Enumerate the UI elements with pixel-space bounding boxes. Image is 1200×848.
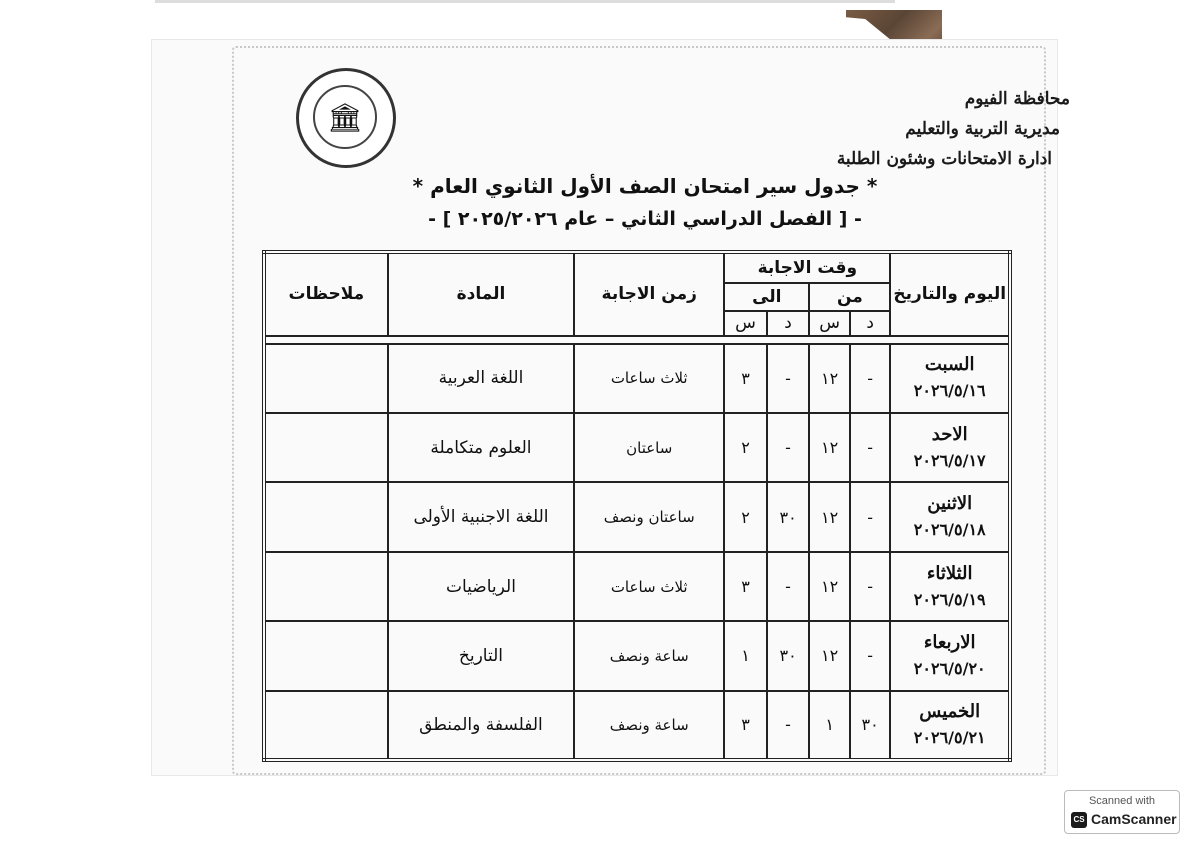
to-minute: ٣٠ — [767, 482, 810, 551]
to-hour: ٣ — [724, 552, 767, 621]
department-name: ادارة الامتحانات وشئون الطلبة — [836, 149, 1052, 169]
exam-schedule-table — [262, 250, 1012, 762]
duration-cell: ثلاث ساعات — [574, 344, 724, 413]
exam-date: ٢٠٢٦/٥/٢٠ — [913, 658, 986, 678]
day-name: السبت — [924, 354, 975, 376]
notes-cell — [264, 413, 388, 482]
to-minute: - — [767, 691, 810, 760]
header-subject: المادة — [388, 252, 575, 336]
header-to-hour: س — [724, 311, 767, 335]
header-answer-time: وقت الاجابة — [724, 252, 890, 283]
header-to-minute: د — [767, 311, 810, 335]
to-hour: ٢ — [724, 413, 767, 482]
from-hour: ١٢ — [809, 552, 850, 621]
to-hour: ١ — [724, 621, 767, 690]
header-day-date: اليوم والتاريخ — [890, 252, 1010, 336]
day-date-cell — [890, 621, 1010, 690]
exam-date: ٢٠٢٦/٥/١٦ — [913, 381, 986, 401]
from-hour: ١ — [809, 691, 850, 760]
table-row — [264, 552, 1010, 621]
to-minute: - — [767, 552, 810, 621]
from-hour: ١٢ — [809, 413, 850, 482]
duration-cell: ساعة ونصف — [574, 691, 724, 760]
subject-cell: اللغة العربية — [388, 344, 575, 413]
term-subtitle: - [ الفصل الدراسي الثاني – عام ٢٠٢٥/٢٠٢٦ ] - — [428, 208, 862, 230]
duration-cell: ساعتان ونصف — [574, 482, 724, 551]
duration-cell: ساعتان — [574, 413, 724, 482]
scan-top-edge — [155, 0, 895, 3]
day-name: الاحد — [931, 423, 968, 445]
from-hour: ١٢ — [809, 621, 850, 690]
subject-cell: الرياضيات — [388, 552, 575, 621]
table-row — [264, 621, 1010, 690]
day-date-cell — [890, 552, 1010, 621]
header-from: من — [809, 283, 890, 312]
day-date-cell — [890, 344, 1010, 413]
table-row — [264, 413, 1010, 482]
header-from-hour: س — [809, 311, 850, 335]
subject-cell: الفلسفة والمنطق — [388, 691, 575, 760]
header-from-minute: د — [850, 311, 891, 335]
day-date-cell — [890, 482, 1010, 551]
camscanner-watermark — [1064, 790, 1180, 834]
notes-cell — [264, 691, 388, 760]
day-date-cell — [890, 691, 1010, 760]
exam-date: ٢٠٢٦/٥/١٧ — [913, 450, 986, 470]
exam-date: ٢٠٢٦/٥/٢١ — [913, 727, 986, 747]
day-name: الاربعاء — [923, 631, 976, 653]
day-name: الخميس — [919, 700, 981, 722]
notes-cell — [264, 552, 388, 621]
notes-cell — [264, 482, 388, 551]
from-minute: - — [850, 482, 891, 551]
to-minute: ٣٠ — [767, 621, 810, 690]
from-hour: ١٢ — [809, 482, 850, 551]
table-row — [264, 691, 1010, 760]
duration-cell: ساعة ونصف — [574, 621, 724, 690]
to-hour: ٣ — [724, 691, 767, 760]
from-minute: - — [850, 552, 891, 621]
camscanner-label: CamScanner — [1091, 811, 1177, 827]
day-name: الاثنين — [927, 493, 973, 515]
governorate-name: محافظة الفيوم — [964, 89, 1070, 109]
camscanner-icon: CS — [1071, 812, 1087, 828]
exam-date: ٢٠٢٦/٥/١٩ — [913, 589, 986, 609]
header-notes: ملاحظات — [264, 252, 388, 336]
emblem-icon: 🏛 — [313, 85, 377, 149]
schedule-title: * جدول سير امتحان الصف الأول الثانوي العام * — [412, 174, 878, 198]
subject-cell: التاريخ — [388, 621, 575, 690]
to-minute: - — [767, 344, 810, 413]
exam-date: ٢٠٢٦/٥/١٨ — [913, 520, 986, 540]
day-date-cell — [890, 413, 1010, 482]
issuer-header — [837, 84, 1070, 174]
to-minute: - — [767, 413, 810, 482]
from-minute: ٣٠ — [850, 691, 891, 760]
from-minute: - — [850, 621, 891, 690]
header-divider — [264, 336, 1010, 344]
header-to: الى — [724, 283, 809, 312]
to-hour: ٣ — [724, 344, 767, 413]
duration-cell: ثلاث ساعات — [574, 552, 724, 621]
directorate-name: مديرية التربية والتعليم — [905, 119, 1060, 139]
subject-cell: اللغة الاجنبية الأولى — [388, 482, 575, 551]
header-duration: زمن الاجابة — [574, 252, 724, 336]
notes-cell — [264, 621, 388, 690]
notes-cell — [264, 344, 388, 413]
scanned-with-label: Scanned with — [1088, 795, 1156, 807]
day-name: الثلاثاء — [926, 562, 973, 584]
to-hour: ٢ — [724, 482, 767, 551]
table-row — [264, 344, 1010, 413]
from-minute: - — [850, 413, 891, 482]
from-minute: - — [850, 344, 891, 413]
table-row — [264, 482, 1010, 551]
directorate-logo — [296, 68, 396, 168]
from-hour: ١٢ — [809, 344, 850, 413]
subject-cell: العلوم متكاملة — [388, 413, 575, 482]
